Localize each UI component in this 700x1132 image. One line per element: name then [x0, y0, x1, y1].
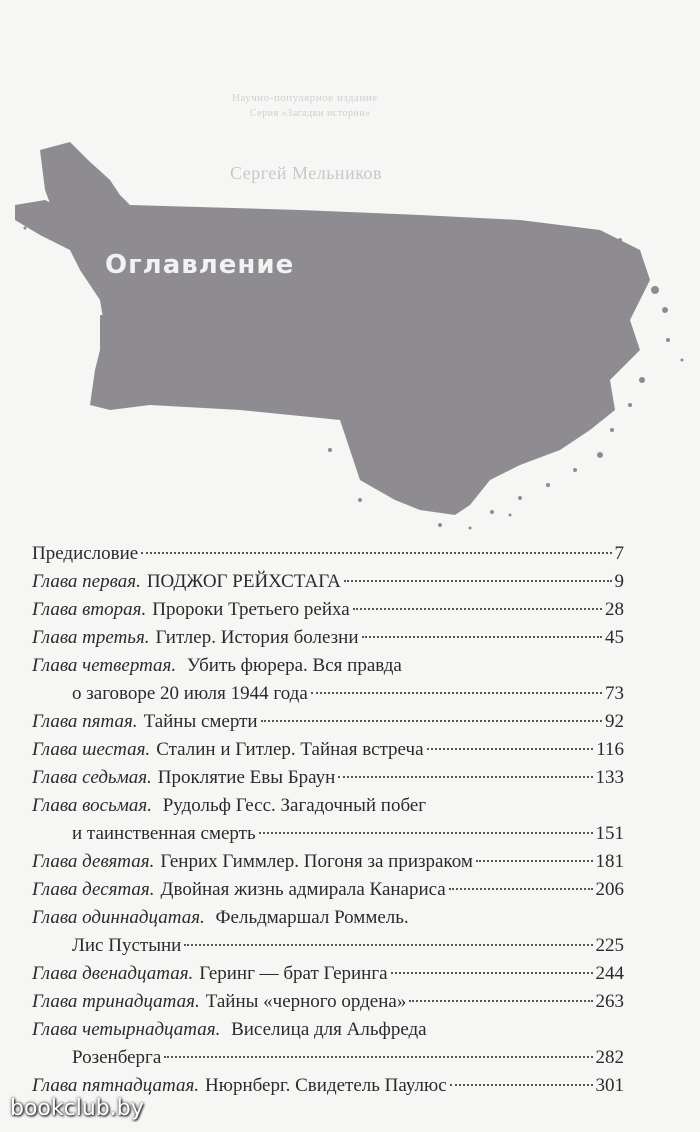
- toc-entry-title: Виселица для Альфреда: [231, 1019, 427, 1040]
- page-title: Оглавление: [105, 250, 295, 280]
- toc-entry[interactable]: [32, 1016, 624, 1044]
- toc-entry-title: Нюрнберг. Свидетель Паулюс: [205, 1075, 447, 1096]
- toc-entry-title: Генрих Гиммлер. Погоня за призраком: [160, 851, 473, 872]
- watermark: bookclub.by: [10, 1096, 144, 1121]
- toc-entry-continuation[interactable]: [32, 1044, 624, 1072]
- ink-splash-banner: [0, 120, 700, 540]
- toc-entry[interactable]: [32, 596, 624, 624]
- bleed-text-line: Научно-популярное издание: [232, 92, 378, 104]
- toc-entry-chapter: Глава первая.: [32, 571, 141, 592]
- toc-entry[interactable]: [32, 540, 624, 568]
- dot-leader: [184, 944, 592, 946]
- toc-entry-chapter: Глава тринадцатая.: [32, 991, 200, 1012]
- toc-entry-chapter: Глава вторая.: [32, 599, 147, 620]
- toc-entry[interactable]: [32, 652, 624, 680]
- toc-entry-title-continuation: Лис Пустыни: [72, 935, 182, 956]
- toc-entry-chapter: Глава двенадцатая.: [32, 963, 194, 984]
- dot-leader: [141, 552, 611, 554]
- toc-entry-chapter: Глава восьмая.: [32, 795, 152, 816]
- toc-entry-page: 151: [595, 823, 624, 844]
- toc-entry-chapter: Глава одиннадцатая.: [32, 907, 205, 928]
- toc-entry-title: Проклятие Евы Браун: [157, 767, 336, 788]
- toc-entry-chapter: Глава пятая.: [32, 711, 138, 732]
- toc-entry-title: Гитлер. История болезни: [155, 627, 359, 648]
- dot-leader: [476, 860, 593, 862]
- toc-entry-chapter: Глава седьмая.: [32, 767, 152, 788]
- toc-entry-page: 9: [614, 571, 624, 592]
- toc-entry-page: 301: [595, 1075, 624, 1096]
- toc-entry[interactable]: [32, 624, 624, 652]
- toc-entry-page: 263: [595, 991, 624, 1012]
- dot-leader: [311, 692, 602, 694]
- toc-entry-title: ПОДЖОГ РЕЙХСТАГА: [146, 571, 341, 592]
- toc-entry-chapter: Глава девятая.: [32, 851, 155, 872]
- dot-leader: [362, 636, 603, 638]
- toc-entry[interactable]: [32, 848, 624, 876]
- dot-leader: [409, 1000, 592, 1002]
- bleed-text-line: Сергей Мельников: [230, 163, 383, 183]
- toc-entry-page: 92: [605, 711, 624, 732]
- toc-entry[interactable]: [32, 708, 624, 736]
- toc-entry[interactable]: [32, 876, 624, 904]
- toc-entry-title: Предисловие: [32, 543, 139, 564]
- toc-entry-page: 181: [595, 851, 624, 872]
- table-of-contents: [32, 540, 624, 1100]
- toc-entry-title: Пророки Третьего рейха: [152, 599, 350, 620]
- dot-leader: [338, 776, 592, 778]
- dot-leader: [261, 720, 602, 722]
- toc-entry-chapter: Глава шестая.: [32, 739, 151, 760]
- toc-entry-title: Фельдмаршал Роммель.: [215, 907, 409, 928]
- toc-entry-page: 73: [605, 683, 624, 704]
- toc-entry-chapter: Глава третья.: [32, 627, 150, 648]
- toc-entry-continuation[interactable]: [32, 820, 624, 848]
- toc-entry-page: 28: [605, 599, 624, 620]
- toc-entry-title: Двойная жизнь адмирала Канариса: [160, 879, 446, 900]
- bleed-text-line: Серия «Загадки истории»: [250, 108, 371, 119]
- toc-entry-page: 7: [614, 543, 624, 564]
- dot-leader: [353, 608, 602, 610]
- toc-entry-chapter: Глава пятнадцатая.: [32, 1075, 200, 1096]
- dot-leader: [164, 1056, 592, 1058]
- toc-entry-chapter: Глава четвертая.: [32, 655, 177, 676]
- toc-entry-page: 116: [596, 739, 624, 760]
- toc-entry-title: Убить фюрера. Вся правда: [186, 655, 402, 676]
- toc-entry[interactable]: [32, 904, 624, 932]
- toc-entry[interactable]: [32, 764, 624, 792]
- toc-entry-page: 133: [595, 767, 624, 788]
- toc-entry[interactable]: [32, 988, 624, 1016]
- toc-entry-continuation[interactable]: [32, 932, 624, 960]
- toc-entry[interactable]: [32, 960, 624, 988]
- toc-entry-title: Рудольф Гесс. Загадочный побег: [162, 795, 427, 816]
- toc-entry-title-continuation: о заговоре 20 июля 1944 года: [72, 683, 308, 704]
- toc-entry-title-continuation: Розенберга: [72, 1047, 162, 1068]
- dot-leader: [427, 748, 594, 750]
- dot-leader: [391, 972, 593, 974]
- toc-entry-title: Тайны смерти: [143, 711, 258, 732]
- dot-leader: [450, 1084, 593, 1086]
- toc-entry-page: 225: [595, 935, 624, 956]
- toc-entry-title: Геринг — брат Геринга: [199, 963, 388, 984]
- dot-leader: [449, 888, 593, 890]
- toc-entry-chapter: Глава четырнадцатая.: [32, 1019, 221, 1040]
- toc-entry[interactable]: [32, 792, 624, 820]
- toc-entry[interactable]: [32, 568, 624, 596]
- dot-leader: [344, 580, 612, 582]
- toc-entry-page: 206: [595, 879, 624, 900]
- toc-entry-title: Тайны «черного ордена»: [205, 991, 407, 1012]
- toc-entry-page: 244: [595, 963, 624, 984]
- toc-entry-title: Сталин и Гитлер. Тайная встреча: [156, 739, 424, 760]
- toc-entry-chapter: Глава десятая.: [32, 879, 155, 900]
- toc-entry[interactable]: [32, 736, 624, 764]
- toc-entry-title-continuation: и таинственная смерть: [72, 823, 256, 844]
- toc-entry-page: 45: [605, 627, 624, 648]
- dot-leader: [259, 832, 593, 834]
- toc-entry-continuation[interactable]: [32, 680, 624, 708]
- toc-entry-page: 282: [595, 1047, 624, 1068]
